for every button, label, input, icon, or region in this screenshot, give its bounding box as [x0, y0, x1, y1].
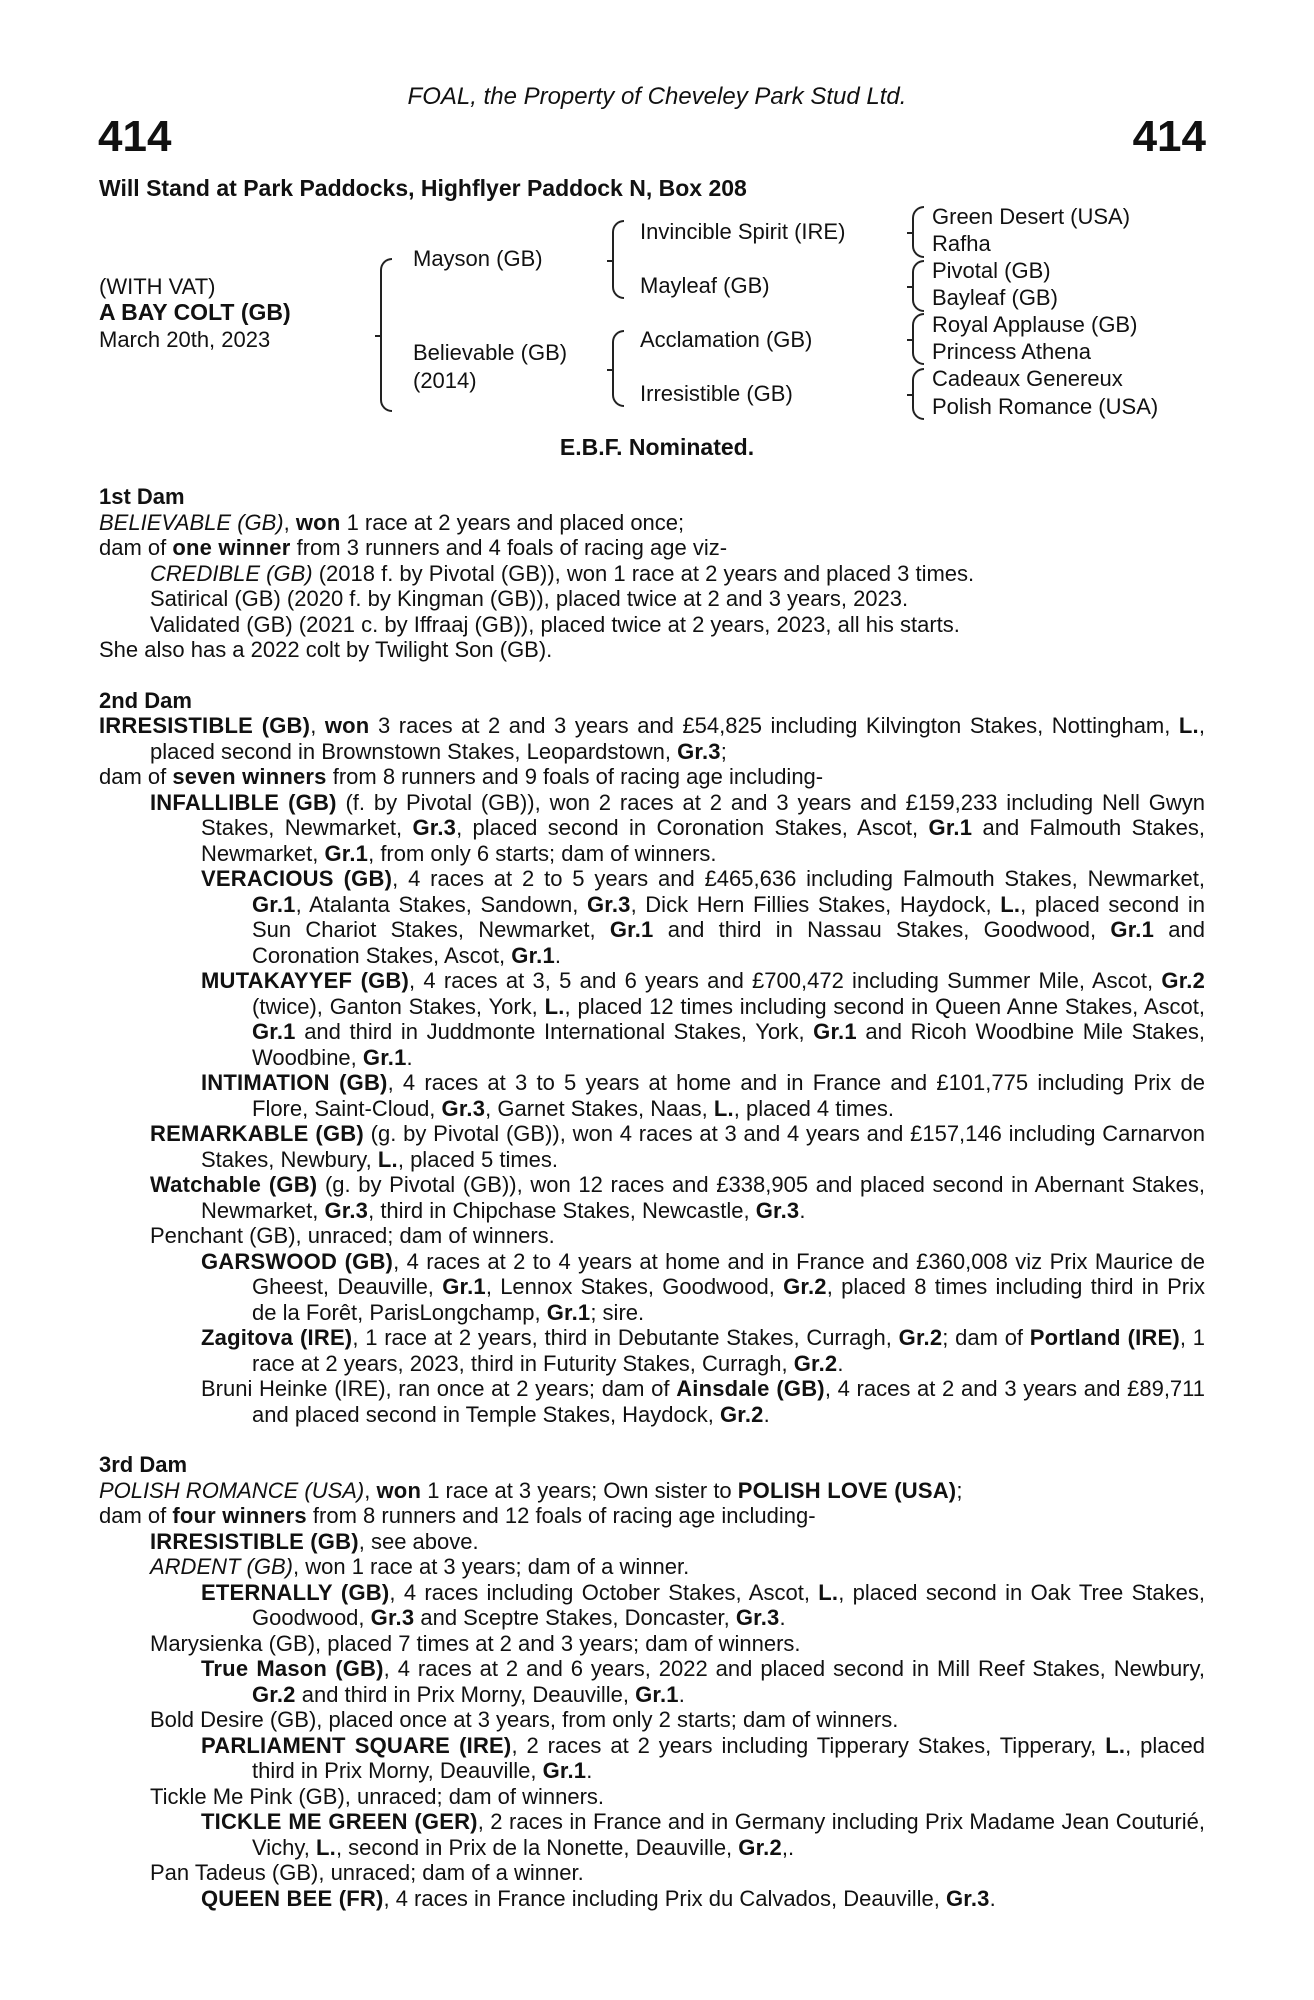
foaling-date: March 20th, 2023 [99, 327, 271, 352]
catalogue-body [99, 484, 1205, 1911]
first-dam-produce-intro: dam of one winner from 3 runners and 4 foals of racing age viz- [99, 535, 728, 560]
brace-sire [612, 220, 624, 299]
lot-number-left: 414 [98, 112, 172, 161]
brace-dd [912, 368, 924, 420]
produce-item: MUTAKAYYEF (GB), 4 races at 3, 5 and 6 years and £700,472 including Summer Mile, Ascot, Gr.2 (twice), Ganton Stakes, York, L., placed 12 times including second in Queen Anne Stakes, Ascot, Gr.1 and third in Juddmonte International Stakes, York, Gr.1 and Ricoh Woodbine Mile Stakes, Woodbine, Gr.1. [201, 968, 1206, 1070]
produce-item: QUEEN BEE (FR), 4 races in France including Prix du Calvados, Deauville, Gr.3. [201, 1885, 996, 1911]
brace-ds [912, 313, 924, 365]
vat-label: (WITH VAT) [99, 274, 216, 299]
third-dam-para: POLISH ROMANCE (USA), won 1 race at 3 years; Own sister to POLISH LOVE (USA); [99, 1477, 963, 1503]
dsd: Princess Athena [932, 339, 1091, 364]
sire-name: Mayson (GB) [413, 246, 543, 271]
produce-item: INFALLIBLE (GB) (f. by Pivotal (GB)), won 2 races at 2 and 3 years and £159,233 including Nell Gwyn Stakes, Newmarket, Gr.3, placed second in Coronation Stakes, Ascot, Gr.1 and Falmouth Stakes, Newmarket, Gr.1, from only 6 starts; dam of winners. [150, 789, 1205, 866]
produce-item: CREDIBLE (GB) (2018 f. by Pivotal (GB)), won 1 race at 2 years and placed 3 times. [150, 560, 975, 586]
second-dam-para: IRRESISTIBLE (GB), won 3 races at 2 and 3 years and £54,825 including Kilvington Stakes, Nottingham, L., placed second in Brownstown Stakes, Leopardstown, Gr.3; [99, 713, 1205, 764]
produce-item: Marysienka (GB), placed 7 times at 2 and 3 years; dam of winners. [150, 1630, 801, 1656]
produce-item: Pan Tadeus (GB), unraced; dam of a winner. [150, 1860, 584, 1885]
ebf-nominated: E.B.F. Nominated. [559, 434, 755, 460]
sss: Green Desert (USA) [932, 204, 1131, 229]
produce-item: Watchable (GB) (g. by Pivotal (GB)), won 12 races and £338,905 and placed second in Abernant Stakes, Newmarket, Gr.3, third in Chipchase Stakes, Newcastle, Gr.3. [150, 1172, 1205, 1223]
second-dam-title: 2nd Dam [99, 687, 192, 713]
produce-note: She also has a 2022 colt by Twilight Son (GB). [99, 637, 553, 662]
brace-ss [912, 206, 924, 258]
produce-item: TICKLE ME GREEN (GER), 2 races in France and in Germany including Prix Madame Jean Couturié, Vichy, L., second in Prix de la Nonette, Deauville, Gr.2,. [201, 1809, 1205, 1860]
produce-item: Satirical (GB) (2020 f. by Kingman (GB)), placed twice at 2 and 3 years, 2023. [150, 586, 909, 611]
produce-item: Penchant (GB), unraced; dam of winners. [150, 1223, 555, 1248]
sire-sire: Invincible Spirit (IRE) [640, 219, 846, 244]
produce-item: ARDENT (GB), won 1 race at 3 years; dam of a winner. [150, 1554, 690, 1579]
produce-item: PARLIAMENT SQUARE (IRE), 2 races at 2 years including Tipperary Stakes, Tipperary, L., placed third in Prix Morny, Deauville, Gr.1. [201, 1732, 1205, 1783]
property-line: FOAL, the Property of Cheveley Park Stud Ltd. [407, 83, 907, 110]
second-dam-produce-intro: dam of seven winners from 8 runners and 9 foals of racing age including- [99, 764, 824, 789]
first-dam-title: 1st Dam [99, 484, 185, 509]
stand-line: Will Stand at Park Paddocks, Highflyer Paddock N, Box 208 [99, 175, 747, 201]
dam-dam: Irresistible (GB) [640, 381, 793, 406]
third-dam-title: 3rd Dam [99, 1452, 188, 1477]
third-dam-produce-intro: dam of four winners from 8 runners and 12 foals of racing age including- [99, 1503, 816, 1528]
brace-sd [912, 260, 924, 312]
dam-year: (2014) [413, 368, 477, 393]
produce-item: Tickle Me Pink (GB), unraced; dam of winners. [150, 1783, 605, 1809]
produce-item: True Mason (GB), 4 races at 2 and 6 years, 2022 and placed second in Mill Reef Stakes, Newbury, Gr.2 and third in Prix Morny, Deauville, Gr.1. [201, 1656, 1205, 1707]
produce-item: VERACIOUS (GB), 4 races at 2 to 5 years and £465,636 including Falmouth Stakes, Newmarket, Gr.1, Atalanta Stakes, Sandown, Gr.3, Dick Hern Fillies Stakes, Haydock, L., placed second in Sun Chariot Stakes, Newmarket, Gr.1 and third in Nassau Stakes, Goodwood, Gr.1 and Coronation Stakes, Ascot, Gr.1. [201, 866, 1206, 968]
produce-item: REMARKABLE (GB) (g. by Pivotal (GB)), won 4 races at 3 and 4 years and £157,146 including Carnarvon Stakes, Newbury, L., placed 5 times. [150, 1121, 1206, 1172]
dam-sire: Acclamation (GB) [640, 327, 813, 352]
produce-item: Bold Desire (GB), placed once at 3 years, from only 2 starts; dam of winners. [150, 1707, 899, 1732]
produce-item: Zagitova (IRE), 1 race at 2 years, third in Debutante Stakes, Curragh, Gr.2; dam of Portland (IRE), 1 race at 2 years, 2023, third in Futurity Stakes, Curragh, Gr.2. [201, 1325, 1206, 1376]
brace-main [380, 258, 392, 412]
produce-item: ETERNALLY (GB), 4 races including October Stakes, Ascot, L., placed second in Oak Tree Stakes, Goodwood, Gr.3 and Sceptre Stakes, Doncaster, Gr.3. [201, 1579, 1205, 1630]
produce-item: GARSWOOD (GB), 4 races at 2 to 4 years at home and in France and £360,008 viz Prix Maurice de Gheest, Deauville, Gr.1, Lennox Stakes, Goodwood, Gr.2, placed 8 times including third in Prix de la Forêt, ParisLongchamp, Gr.1; sire. [201, 1248, 1206, 1325]
dss: Royal Applause (GB) [932, 312, 1138, 337]
dam-name: Believable (GB) [413, 340, 568, 365]
first-dam-para: BELIEVABLE (GB), won 1 race at 2 years and placed once; [99, 509, 685, 535]
produce-item: Bruni Heinke (IRE), ran once at 2 years; dam of Ainsdale (GB), 4 races at 2 and 3 years and £89,711 and placed second in Temple Stakes, Haydock, Gr.2. [201, 1376, 1206, 1427]
sds: Pivotal (GB) [932, 258, 1051, 283]
dds: Cadeaux Genereux [932, 366, 1123, 391]
produce-item: INTIMATION (GB), 4 races at 3 to 5 years at home and in France and £101,775 including Prix de Flore, Saint-Cloud, Gr.3, Garnet Stakes, Naas, L., placed 4 times. [201, 1070, 1205, 1121]
produce-item: IRRESISTIBLE (GB), see above. [150, 1528, 479, 1554]
ddd: Polish Romance (USA) [932, 394, 1159, 419]
lot-name: A BAY COLT (GB) [99, 299, 291, 325]
ssd: Rafha [932, 231, 991, 256]
lot-number-right: 414 [1132, 112, 1206, 161]
produce-item: Validated (GB) (2021 c. by Iffraaj (GB)), placed twice at 2 years, 2023, all his starts. [150, 611, 960, 637]
brace-dam [612, 330, 624, 407]
sire-dam: Mayleaf (GB) [640, 273, 770, 298]
sdd: Bayleaf (GB) [932, 285, 1058, 310]
